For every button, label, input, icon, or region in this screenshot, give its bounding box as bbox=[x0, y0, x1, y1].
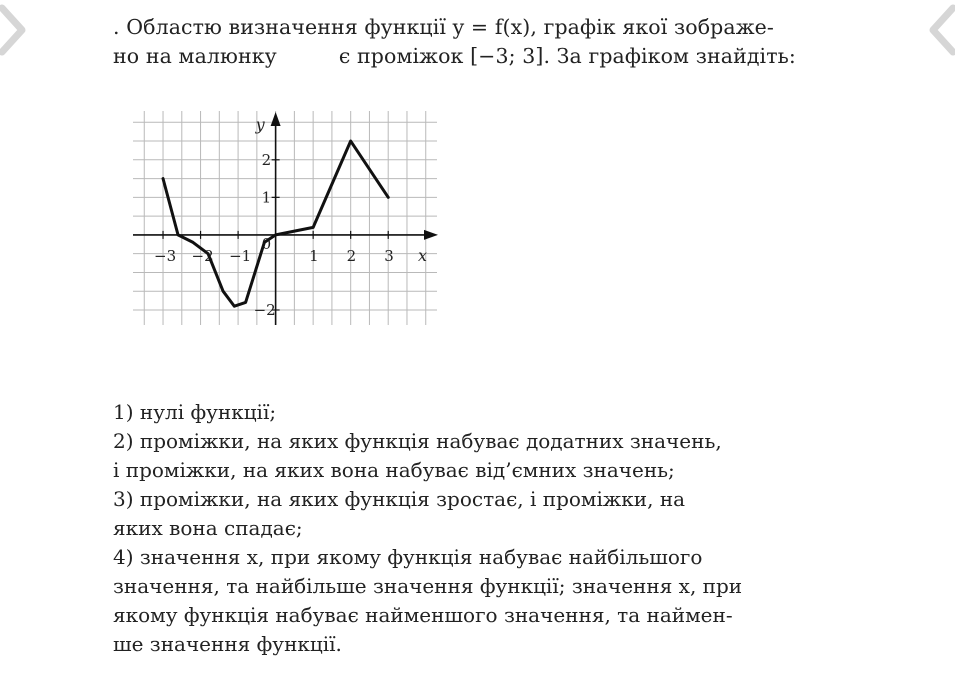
chevron-right-icon bbox=[895, 0, 955, 60]
question-1: 1) нулі функції; bbox=[113, 400, 277, 424]
question-4-line-3: якому функція набуває найменшого значення, та наймен- bbox=[113, 603, 733, 627]
question-4-line-1: 4) значення x, при якому функція набуває найбільшого bbox=[113, 545, 703, 569]
question-2-line-2: і проміжки, на яких вона набуває від’ємних значень; bbox=[113, 458, 675, 482]
question-4-line-2: значення, та найбільше значення функції; значення x, при bbox=[113, 574, 743, 598]
question-2-line-1: 2) проміжки, на яких функція набуває додатних значень, bbox=[113, 429, 722, 453]
x-axis-arrow bbox=[424, 230, 438, 240]
function-graph bbox=[130, 108, 440, 328]
question-3-line-1: 3) проміжки, на яких функція зростає, і проміжки, на bbox=[113, 487, 686, 511]
task-statement-part-a: но на малюнку bbox=[113, 44, 277, 68]
x-tick-label: −1 bbox=[229, 246, 252, 265]
y-axis-label: y bbox=[255, 115, 265, 134]
question-3-line-2: яких вона спадає; bbox=[113, 516, 303, 540]
right-chevron-decoration bbox=[895, 0, 955, 60]
chevron-left-icon bbox=[0, 0, 60, 60]
question-4-line-4: ше значення функції. bbox=[113, 632, 342, 656]
y-tick-label: −2 bbox=[253, 300, 276, 319]
question-2 bbox=[113, 427, 873, 485]
question-3 bbox=[113, 485, 873, 543]
question-4 bbox=[113, 543, 873, 659]
y-axis-arrow bbox=[271, 112, 281, 126]
origin-label: 0 bbox=[261, 234, 272, 253]
x-tick-label: 2 bbox=[346, 246, 357, 265]
task-statement-line-2 bbox=[113, 42, 796, 71]
y-tick-label: 2 bbox=[261, 150, 272, 169]
y-tick-label: 1 bbox=[261, 188, 272, 207]
left-chevron-decoration bbox=[0, 0, 60, 60]
task-statement-part-b: є проміжок [−3; 3]. За графіком знайдіть: bbox=[338, 44, 796, 68]
x-tick-label: 1 bbox=[309, 246, 319, 265]
x-tick-label: 3 bbox=[384, 246, 394, 265]
task-statement-line-1: . Областю визначення функції y = f(x), графік якої зображе- bbox=[113, 15, 774, 39]
x-tick-label: −3 bbox=[154, 246, 177, 265]
x-axis-label: x bbox=[418, 245, 428, 265]
x-tick-label: −2 bbox=[191, 246, 214, 265]
graph-svg bbox=[130, 108, 440, 328]
